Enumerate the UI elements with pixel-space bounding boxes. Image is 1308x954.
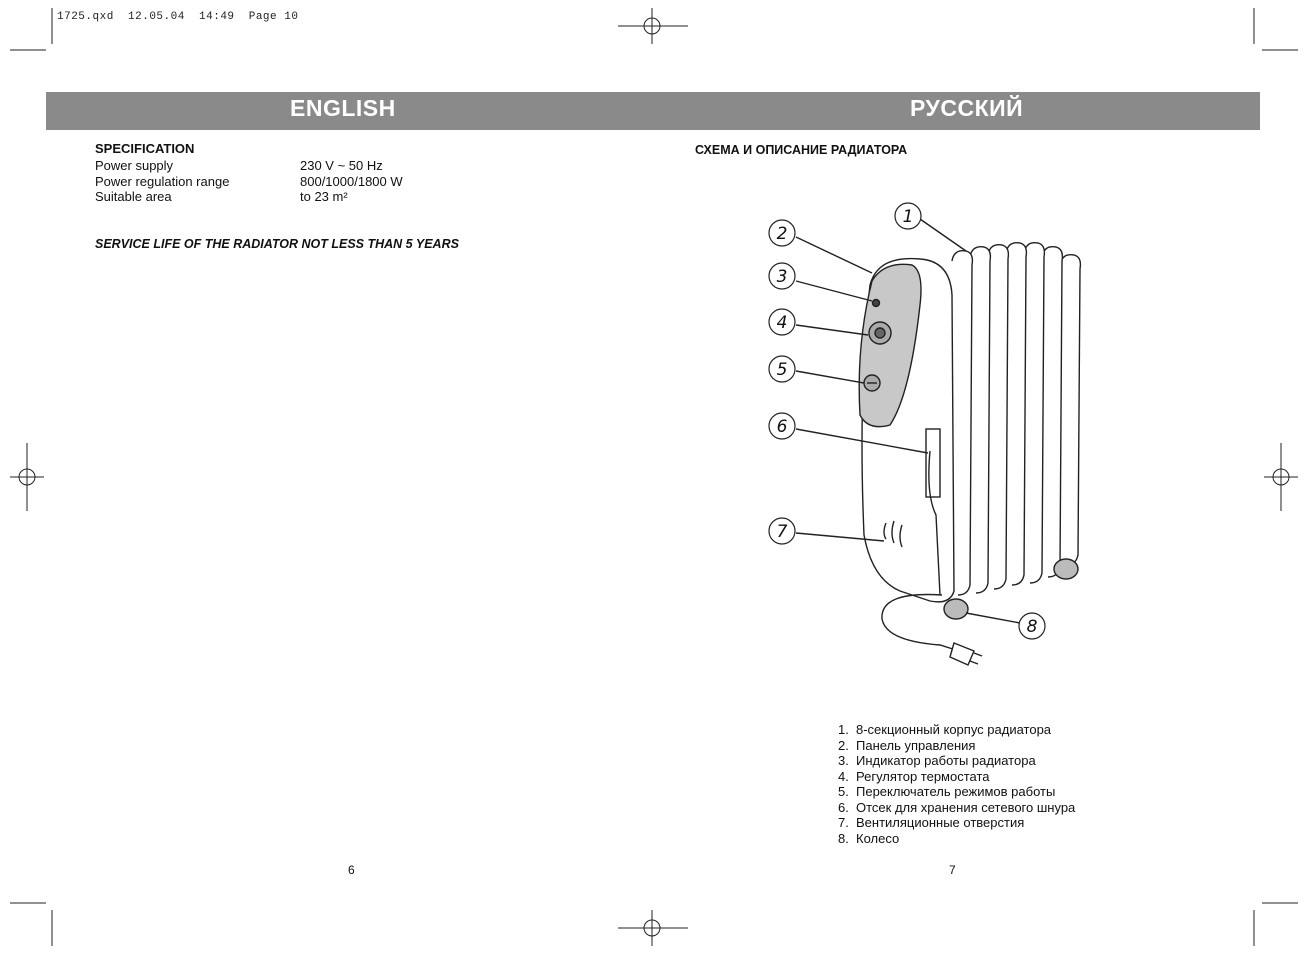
list-item (838, 831, 1075, 847)
specification-heading: SPECIFICATION (95, 141, 195, 156)
part-description: Отсек для хранения сетевого шнура (856, 799, 1076, 815)
spec-row (95, 158, 455, 174)
list-item (838, 753, 1075, 769)
list-item (838, 800, 1075, 816)
diagram-heading: СХЕМА И ОПИСАНИЕ РАДИАТОРА (695, 143, 908, 157)
part-number: 7. (838, 815, 849, 830)
part-description: Панель управления (856, 737, 976, 753)
part-description: Индикатор работы радиатора (856, 753, 1036, 768)
callout-label: 6 (776, 417, 788, 437)
part-number: 6. (838, 799, 849, 815)
callout-label: 8 (1026, 617, 1038, 637)
language-banner (46, 92, 1260, 130)
list-item (838, 815, 1075, 831)
list-item (838, 769, 1075, 785)
page-number-right: 7 (949, 863, 956, 877)
callout-label: 3 (776, 267, 788, 287)
spec-value: to 23 m² (300, 189, 348, 204)
parts-list (838, 722, 1075, 846)
banner-title-russian: РУССКИЙ (910, 95, 1024, 121)
callout-label: 5 (776, 360, 788, 380)
file-slug: 1725.qxd 12.05.04 14:49 Page 10 (57, 11, 299, 23)
page-number-left: 6 (348, 863, 355, 877)
part-number: 8. (838, 830, 849, 846)
part-number: 2. (838, 737, 849, 753)
list-item (838, 722, 1075, 738)
list-item (838, 784, 1075, 800)
callout-label: 2 (776, 224, 788, 244)
list-item (838, 738, 1075, 754)
part-description: 8-секционный корпус радиатора (856, 722, 1052, 737)
service-life-note: SERVICE LIFE OF THE RADIATOR NOT LESS THAN 5 YEARS (95, 237, 459, 251)
part-description: Вентиляционные отверстия (856, 815, 1025, 830)
spec-row (95, 189, 455, 205)
part-number: 5. (838, 784, 849, 799)
spec-label: Power regulation range (95, 174, 230, 189)
part-description: Регулятор термостата (856, 768, 990, 784)
spec-label: Power supply (95, 158, 174, 173)
part-number: 4. (838, 768, 849, 784)
part-description: Переключатель режимов работы (856, 784, 1056, 799)
part-number: 3. (838, 753, 849, 768)
spec-label: Suitable area (95, 189, 172, 204)
spec-value: 230 V ~ 50 Hz (300, 158, 383, 173)
banner-title-english: ENGLISH (290, 95, 396, 121)
callout-label: 7 (776, 522, 788, 542)
part-description: Колесо (856, 830, 900, 846)
callout-label: 1 (902, 207, 914, 227)
spec-value: 800/1000/1800 W (300, 174, 403, 189)
spec-row (95, 174, 455, 190)
part-number: 1. (838, 722, 849, 737)
radiator-diagram (760, 195, 1100, 685)
callout-label: 4 (776, 313, 788, 333)
